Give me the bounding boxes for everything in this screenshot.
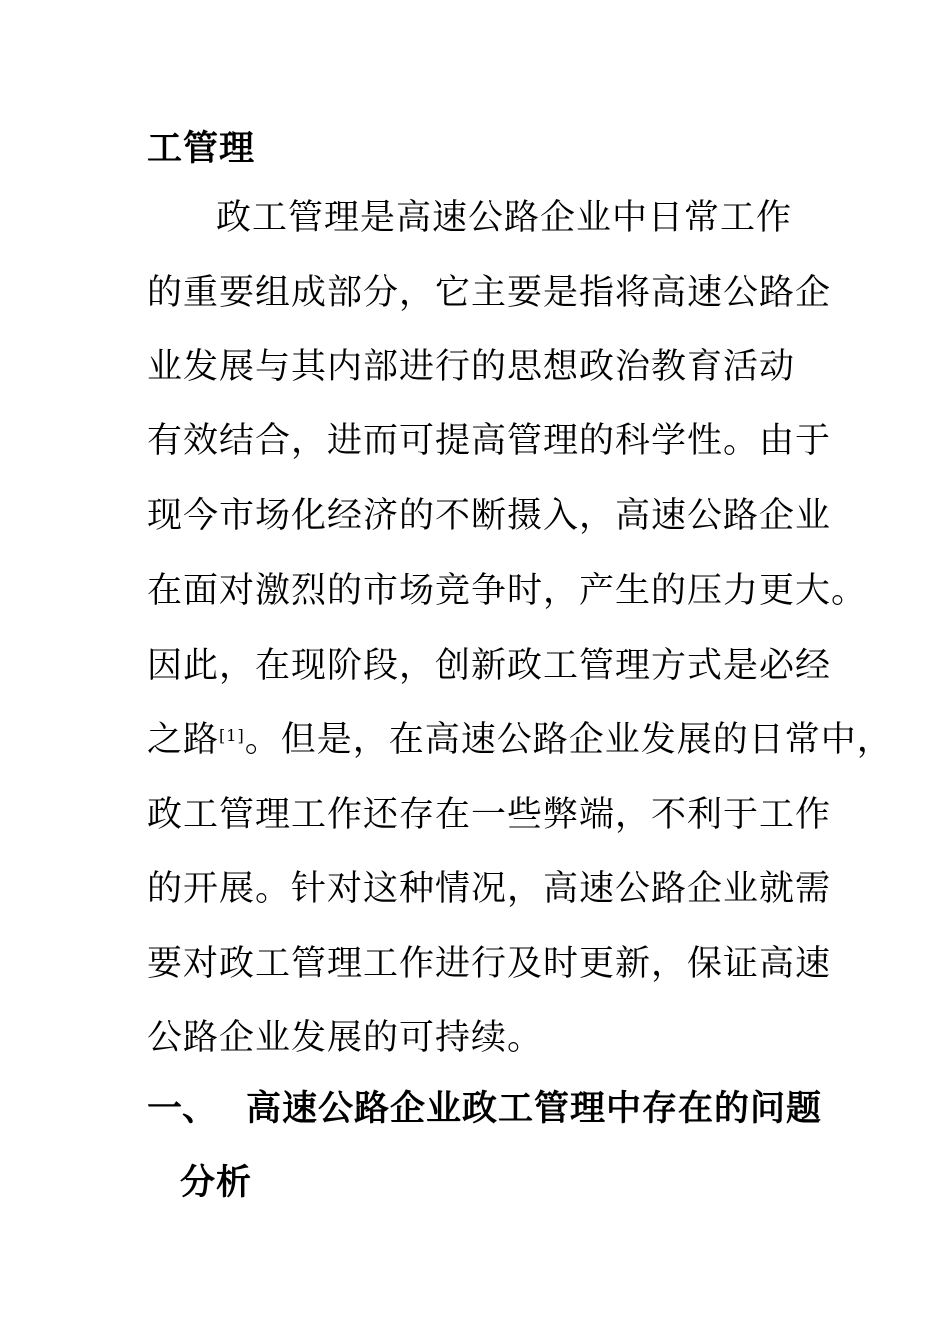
- paragraph-line-9: 政工管理工作还存在一些弊端，不利于工作: [147, 795, 832, 835]
- paragraph-line-5: 现今市场化经济的不断摄入，高速公路企业: [147, 496, 832, 536]
- citation-marker: [1]: [219, 726, 245, 745]
- section-heading-continued: 工管理: [147, 128, 256, 169]
- paragraph-line-6: 在面对激烈的市场竞争时，产生的压力更大。: [147, 571, 868, 611]
- paragraph-line-7: 因此，在现阶段，创新政工管理方式是必经: [147, 646, 832, 686]
- paragraph-line-1: 政工管理是高速公路企业中日常工作: [216, 198, 793, 238]
- paragraph-line-8: [147, 720, 893, 760]
- paragraph-line-4: 有效结合，进而可提高管理的科学性。由于: [147, 421, 832, 461]
- section-title-line-2: 分析: [180, 1162, 253, 1203]
- paragraph-line-3: 业发展与其内部进行的思想政治教育活动: [147, 347, 796, 387]
- paragraph-line-11: 要对政工管理工作进行及时更新，保证高速: [147, 944, 832, 984]
- paragraph-line-10: 的开展。针对这种情况，高速公路企业就需: [147, 869, 832, 909]
- section-title-line-1: 高速公路企业政工管理中存在的问题: [246, 1088, 823, 1129]
- paragraph-line-2: 的重要组成部分，它主要是指将高速公路企: [147, 273, 832, 313]
- section-number: 一、: [147, 1088, 218, 1129]
- paragraph-line-8-start: 之路: [147, 720, 220, 760]
- paragraph-line-8-rest: 。但是，在高速公路企业发展的日常中，: [244, 720, 893, 760]
- paragraph-line-12: 公路企业发展的可持续。: [147, 1018, 544, 1058]
